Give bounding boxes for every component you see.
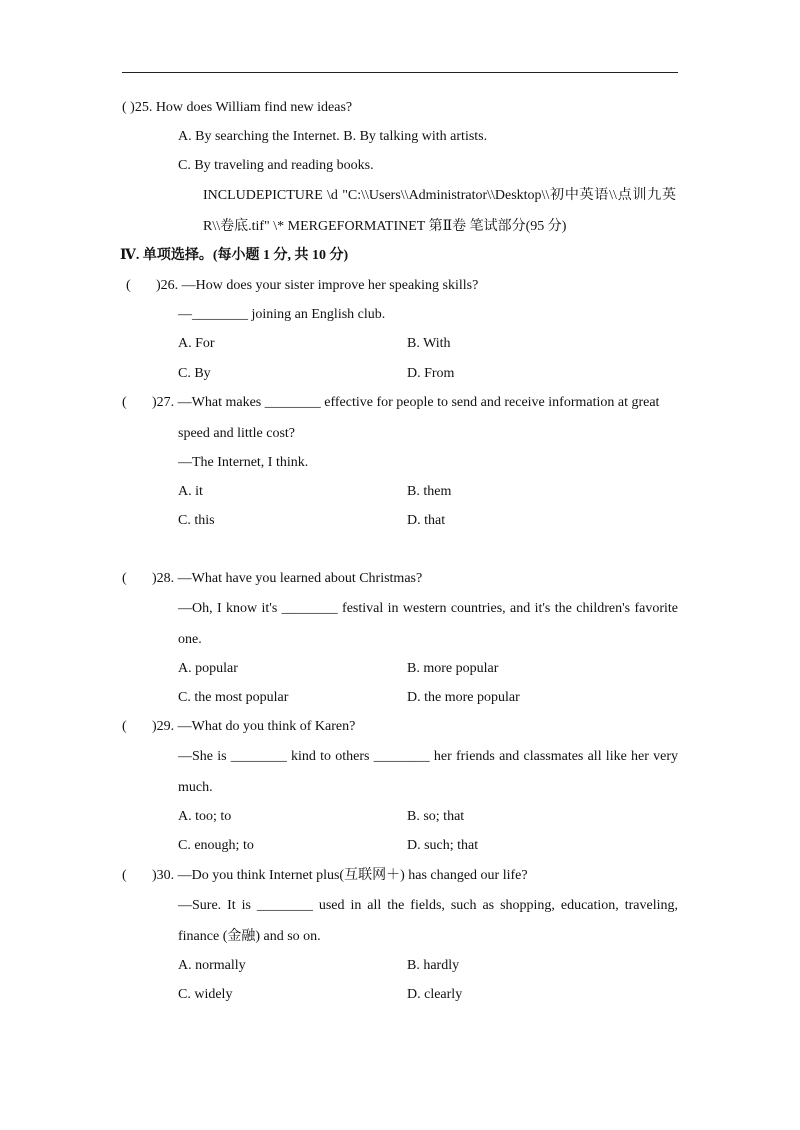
q30-question: )30. —Do you think Internet plus(互联网＋) has changed our life? <box>152 868 528 883</box>
q29-line1: —She is ________ kind to others ________ her friends and classmates all like her very <box>178 749 678 764</box>
q25-options-ab: A. By searching the Internet. B. By talking with artists. <box>178 129 488 144</box>
q26-option-a: A. For <box>178 336 215 351</box>
q29-question: )29. —What do you think of Karen? <box>152 719 356 734</box>
q29-stem <box>122 718 355 736</box>
q28-line1: —Oh, I know it's ________ festival in western countries, and it's the children's favorite <box>178 601 678 616</box>
q26-paren: ( <box>126 278 131 293</box>
q30-option-a: A. normally <box>178 958 246 973</box>
q27-stem <box>122 394 678 412</box>
q28-paren: ( <box>122 571 127 586</box>
q27-option-b: B. them <box>407 484 452 499</box>
q27-line2: —The Internet, I think. <box>178 455 309 470</box>
q30-option-d: D. clearly <box>407 987 463 1002</box>
q30-option-c: C. widely <box>178 987 233 1002</box>
q26-line: —________ joining an English club. <box>178 307 386 322</box>
q25-option-c: C. By traveling and reading books. <box>178 158 374 173</box>
q29-option-a: A. too; to <box>178 809 232 824</box>
q25-stem: ( )25. How does William find new ideas? <box>122 100 353 115</box>
header-rule <box>122 72 678 73</box>
include-picture-line2: R\\卷底.tif" \* MERGEFORMATINET 第Ⅱ卷 笔试部分(95 分) <box>203 219 567 234</box>
q28-stem <box>122 570 422 588</box>
q28-question: )28. —What have you learned about Christmas? <box>152 571 423 586</box>
q29-option-d: D. such; that <box>407 838 479 853</box>
q29-paren: ( <box>122 719 127 734</box>
q27-option-a: A. it <box>178 484 203 499</box>
q28-line2: one. <box>178 632 202 647</box>
q30-line2: finance (金融) and so on. <box>178 929 321 944</box>
q30-line1: —Sure. It is ________ used in all the fields, such as shopping, education, traveling, <box>178 898 678 913</box>
q27-paren: ( <box>122 395 127 410</box>
section-title: Ⅳ. 单项选择。(每小题 1 分, 共 10 分) <box>120 248 349 263</box>
q27-option-d: D. that <box>407 513 446 528</box>
q30-paren: ( <box>122 868 127 883</box>
q27-option-c: C. this <box>178 513 215 528</box>
q27-line1: speed and little cost? <box>178 426 296 441</box>
q29-line2: much. <box>178 780 213 795</box>
q29-option-c: C. enough; to <box>178 838 254 853</box>
include-picture-line1: INCLUDEPICTURE \d "C:\\Users\\Administrator\\Desktop\\初中英语\\点训九英 <box>203 188 676 203</box>
q28-option-c: C. the most popular <box>178 690 289 705</box>
q26-question: )26. —How does your sister improve her speaking skills? <box>156 278 479 293</box>
q30-option-b: B. hardly <box>407 958 460 973</box>
q26-option-d: D. From <box>407 366 455 381</box>
q29-option-b: B. so; that <box>407 809 465 824</box>
q27-question: )27. —What makes ________ effective for people to send and receive information at great <box>152 395 660 410</box>
q28-option-d: D. the more popular <box>407 690 520 705</box>
q26-option-c: C. By <box>178 366 211 381</box>
q28-option-a: A. popular <box>178 661 238 676</box>
q26-stem <box>126 277 478 295</box>
q30-stem <box>122 867 528 885</box>
q28-option-b: B. more popular <box>407 661 499 676</box>
q26-option-b: B. With <box>407 336 451 351</box>
